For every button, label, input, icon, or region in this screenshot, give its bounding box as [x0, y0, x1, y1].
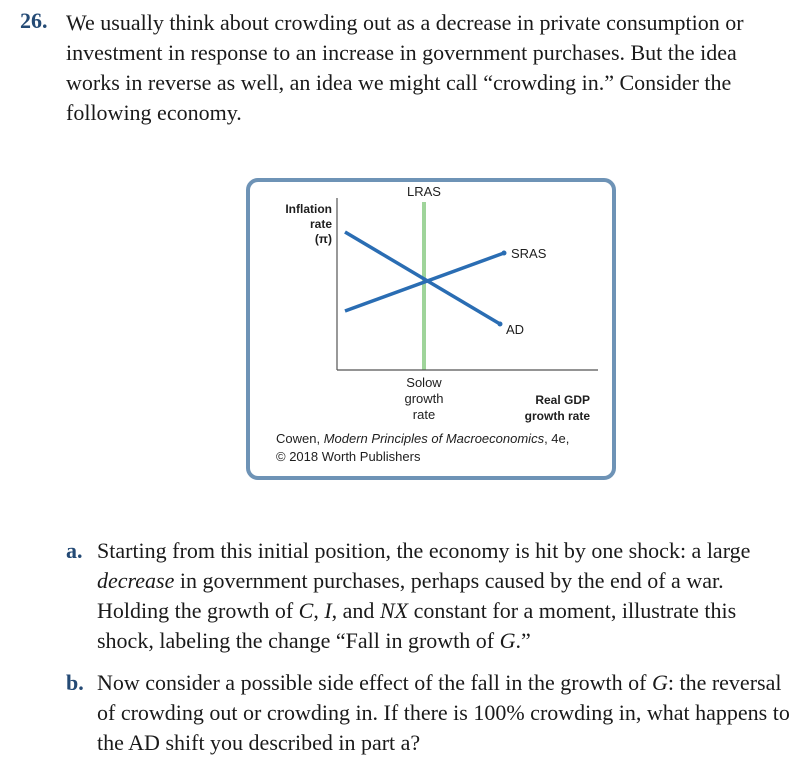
solow-label-line-3: rate — [412, 407, 436, 422]
ad-endpoint — [498, 322, 503, 327]
x-axis-label-line-1: Real GDP — [535, 393, 590, 407]
solow-label-line-2: growth — [404, 391, 444, 406]
credit-edition: , 4e, — [544, 431, 570, 446]
part-b — [66, 668, 792, 758]
part-a-text — [97, 536, 792, 656]
question-text: We usually think about crowding out as a decrease in private consumption or investment in response to an increase in government purchases. But the idea works in reverse as well, an idea we might call “crowding in.” Consider the following economy. — [66, 10, 744, 125]
part-b-text-2: : the reversal of crowding out or crowding in. If there is 100% crowding in, what happens to the AD shift you described in part a? — [97, 670, 790, 755]
part-a-text-3: constant for a moment, illustrate this shock, labeling the change “Fall in growth of — [97, 598, 737, 653]
part-a-label: a. — [66, 538, 83, 563]
part-a-text-4: .” — [515, 628, 531, 653]
part-a-text-1: Starting from this initial position, the economy is hit by one shock: a large — [97, 538, 751, 563]
part-a — [66, 536, 792, 656]
part-b-text-1: Now consider a possible side effect of the fall in the growth of — [97, 670, 652, 695]
credit-copyright: © 2018 Worth Publishers — [276, 449, 421, 464]
lras-label: LRAS — [407, 184, 441, 199]
part-b-text — [97, 668, 792, 758]
part-b-var-g: G — [651, 670, 668, 695]
part-a-var-c: C — [298, 598, 314, 623]
credit-author: Cowen, — [276, 431, 324, 446]
sras-endpoint — [502, 251, 507, 256]
part-a-text-2: in government purchases, perhaps caused by the end of a war. Holding the growth of — [97, 568, 724, 623]
part-a-var-g: G — [499, 628, 516, 653]
y-axis-label-line-2: rate — [309, 217, 332, 231]
part-a-emphasis: decrease — [97, 568, 175, 593]
part-a-var-nx: NX — [379, 598, 409, 623]
sras-label: SRAS — [511, 246, 547, 261]
part-b-label: b. — [66, 670, 84, 695]
y-axis-label-line-3: (π) — [314, 232, 332, 246]
y-axis-label-line-1: Inflation — [285, 202, 332, 216]
question-number: 26. — [20, 8, 48, 33]
ad-label: AD — [506, 322, 525, 337]
x-axis-label-line-2: growth rate — [524, 409, 590, 423]
solow-label-line-1: Solow — [406, 375, 442, 390]
part-a-var-i: I — [324, 598, 332, 623]
part-a-sep-1: , — [313, 598, 325, 623]
credit-title: Modern Principles of Macroeconomics — [323, 431, 545, 446]
part-a-sep-2: , and — [331, 598, 380, 623]
figure-credit — [276, 430, 606, 466]
